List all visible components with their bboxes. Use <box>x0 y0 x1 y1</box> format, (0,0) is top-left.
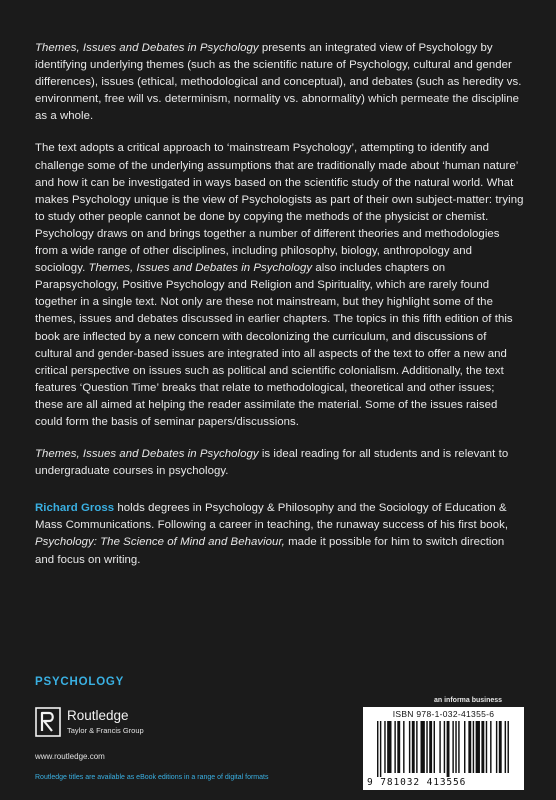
first-book-title: Psychology: The Science of Mind and Behaviour, <box>35 536 285 549</box>
paragraph-text: also includes chapters on Parapsychology, Positive Psychology and Religion and Spirituality, which are rarely found together in a single text. Not only are these not mainstream, but they highlight some of the themes, issues and debates discussed in earlier chapters. The topics in this fifth edition of this book are inflected by a new concern with decolonizing the curriculum, and discussions of cultural and gender-based issues are integrated into all aspects of the text to offer a new and critical perspective on issues such as political and scientific colonialism. Additionally, the text features ‘Question Time’ breaks that relate to methodological, theoretical and other issues; these are all aimed at helping the reader assimilate the material. Some of the issues raised could form the basis of seminar papers/discussions. <box>35 262 513 428</box>
description-block <box>35 40 525 584</box>
ebook-note: Routledge titles are available as eBook editions in a range of digital formats <box>35 774 269 781</box>
paragraph-text: presents an integrated view of Psychology by identifying underlying themes (such as the scientific nature of Psychology, cultural and gender differences), issues (ethical, methodological and conceptual), and debates (such as heredity vs. environment, free will vs. determinism, normality vs. abnormality) which permeate the discipline as a whole. <box>35 42 522 123</box>
barcode-digits: 9 781032 413556 <box>367 777 467 788</box>
author-bio-text: holds degrees in Psychology & Philosophy and the Sociology of Education & Mass Communications. Following a career in teaching, the runaway success of his first book, <box>35 502 509 532</box>
publisher-group: Taylor & Francis Group <box>67 726 144 735</box>
description-paragraph-1 <box>35 40 525 125</box>
informa-tagline: an informa business <box>434 697 503 704</box>
description-paragraph-2 <box>35 140 525 431</box>
routledge-logo-icon <box>35 707 61 737</box>
publisher-website[interactable]: www.routledge.com <box>35 752 105 761</box>
publisher-block <box>35 707 295 747</box>
author-name: Richard Gross <box>35 502 115 515</box>
author-bio-text: made it possible for him to switch direction and focus on writing. <box>35 536 505 566</box>
isbn-label: ISBN 978-1-032-41355-6 <box>392 709 495 719</box>
book-title: Themes, Issues and Debates in Psychology <box>35 42 259 54</box>
paragraph-text: is ideal reading for all students and is relevant to undergraduate courses in psychology. <box>35 448 509 478</box>
book-title: Themes, Issues and Debates in Psychology <box>35 448 259 461</box>
publisher-name: Routledge <box>67 708 129 723</box>
paragraph-text: The text adopts a critical approach to ‘mainstream Psychology’, attempting to identify and challenge some of the underlying assumptions that are traditionally made about ‘human nature’ and how it can be investigated in ways based on the scientific study of the natural world. What makes Psychology unique is the view of Psychologists as part of their own subject-matter: trying to study other people cannot be done by copying the methods of the physicist or chemist. Psychology draws on and brings together a number of different theories and methodologies from a wide range of other disciplines, including philosophy, biology, anthropology and sociology. <box>35 142 524 275</box>
author-bio <box>35 500 525 568</box>
book-title: Themes, Issues and Debates in Psychology <box>88 262 313 275</box>
barcode-icon <box>377 721 513 777</box>
description-paragraph-3 <box>35 446 525 480</box>
subject-category: PSYCHOLOGY <box>35 676 125 688</box>
barcode-panel <box>363 707 524 790</box>
